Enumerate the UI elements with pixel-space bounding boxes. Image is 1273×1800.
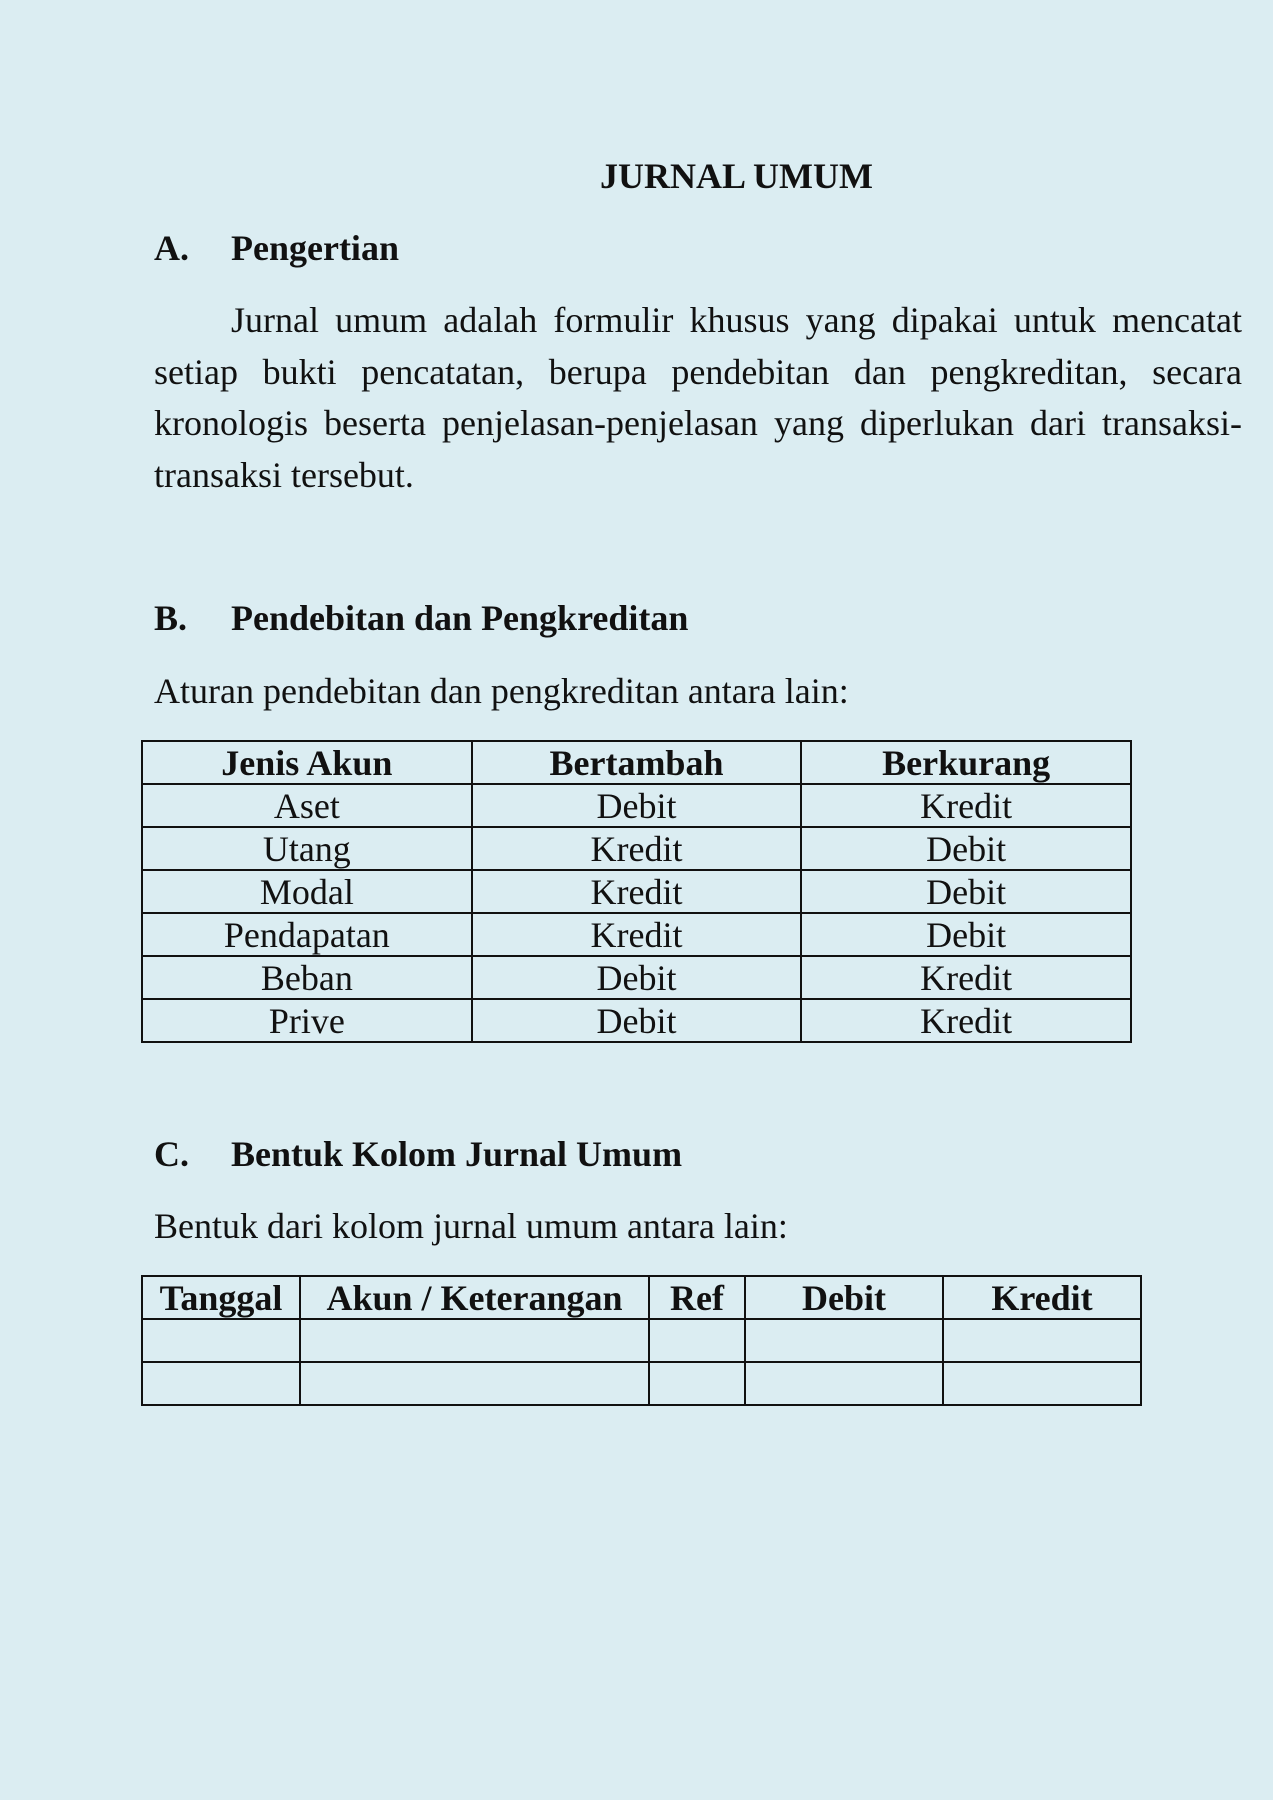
table-cell: Utang — [142, 827, 472, 870]
section-c-heading — [154, 1130, 682, 1178]
header-cell-berkurang: Berkurang — [801, 741, 1131, 784]
table-row — [142, 1362, 1141, 1405]
section-b-lead: Aturan pendebitan dan pengkreditan antara lain: — [154, 671, 849, 711]
table-cell: Kredit — [472, 870, 802, 913]
table-cell: Kredit — [801, 999, 1131, 1042]
table-cell — [943, 1362, 1141, 1405]
section-c-letter: C. — [154, 1134, 189, 1174]
section-c-title: Bentuk Kolom Jurnal Umum — [231, 1134, 683, 1174]
table-cell: Prive — [142, 999, 472, 1042]
header-cell-jenis-akun: Jenis Akun — [142, 741, 472, 784]
table-cell — [943, 1319, 1141, 1362]
table-header-row — [142, 1276, 1141, 1319]
section-b-heading — [154, 594, 688, 642]
table-row — [142, 999, 1131, 1042]
section-a-title: Pengertian — [231, 228, 399, 268]
section-b-letter: B. — [154, 598, 188, 638]
debit-credit-rules-table — [141, 740, 1132, 1043]
table-cell: Kredit — [801, 784, 1131, 827]
journal-column-table — [141, 1275, 1142, 1406]
section-a-paragraph: Jurnal umum adalah formulir khusus yang dipakai untuk mencatat setiap bukti pencatatan, berupa pendebitan dan pengkreditan, secara kronologis beserta penjelasan-penjelasan yang diperlukan dari transaksi-transaksi tersebut. — [154, 300, 1242, 495]
section-a-letter: A. — [154, 228, 189, 268]
table-cell: Kredit — [472, 913, 802, 956]
table-cell: Debit — [472, 784, 802, 827]
table-row — [142, 1319, 1141, 1362]
table-row — [142, 827, 1131, 870]
header-cell-akun-keterangan: Akun / Keterangan — [300, 1276, 649, 1319]
header-cell-bertambah: Bertambah — [472, 741, 802, 784]
table-cell — [300, 1362, 649, 1405]
table-cell: Aset — [142, 784, 472, 827]
table-row — [142, 870, 1131, 913]
table-cell — [745, 1319, 943, 1362]
table-cell — [142, 1362, 300, 1405]
table-cell — [745, 1362, 943, 1405]
header-cell-debit: Debit — [745, 1276, 943, 1319]
table-cell: Debit — [472, 999, 802, 1042]
document-title: JURNAL UMUM — [600, 156, 873, 196]
section-b-title: Pendebitan dan Pengkreditan — [231, 598, 689, 638]
table-row — [142, 913, 1131, 956]
table-cell — [300, 1319, 649, 1362]
table-cell: Kredit — [801, 956, 1131, 999]
table-cell: Modal — [142, 870, 472, 913]
table-cell: Debit — [801, 827, 1131, 870]
header-cell-ref: Ref — [649, 1276, 745, 1319]
table-cell — [142, 1319, 300, 1362]
table-cell: Debit — [801, 870, 1131, 913]
table-cell: Kredit — [472, 827, 802, 870]
table-cell: Pendapatan — [142, 913, 472, 956]
table-cell: Debit — [472, 956, 802, 999]
header-cell-tanggal: Tanggal — [142, 1276, 300, 1319]
table-cell: Debit — [801, 913, 1131, 956]
table-cell: Beban — [142, 956, 472, 999]
table-cell — [649, 1319, 745, 1362]
table-row — [142, 784, 1131, 827]
table-row — [142, 956, 1131, 999]
header-cell-kredit: Kredit — [943, 1276, 1141, 1319]
table-header-row — [142, 741, 1131, 784]
section-a-heading — [154, 224, 399, 272]
table-cell — [649, 1362, 745, 1405]
section-c-lead: Bentuk dari kolom jurnal umum antara lain: — [154, 1206, 788, 1246]
